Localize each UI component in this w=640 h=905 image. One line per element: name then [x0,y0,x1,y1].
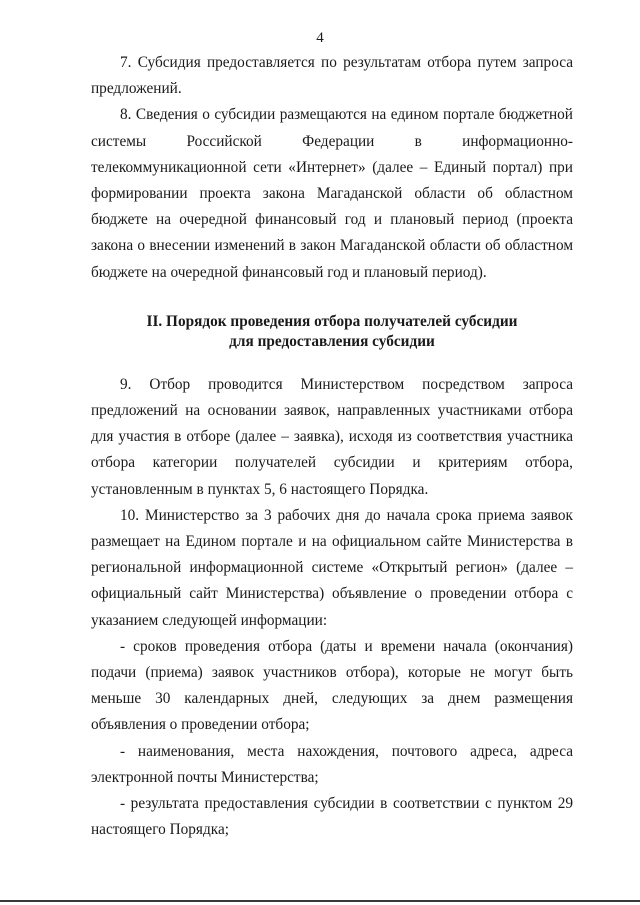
page-bottom-edge [0,900,640,902]
list-item-ministry-contacts: - наименования, места нахождения, почтового адреса, адреса электронной почты Министерства; [91,742,573,786]
list-item-deadlines: - сроков проведения отбора (даты и времени начала (окончания) подачи (приема) заявок участников отбора), которые не могут быть меньше 30 календарных дней, следующих за днем размещения объявления о проведении отбора; [91,637,573,734]
list-item-subsidy-result: - результата предоставления субсидии в соответствии с пунктом 29 настоящего Порядка; [91,795,573,839]
document-body [91,50,573,843]
paragraph-9: 9. Отбор проводится Министерством посредством запроса предложений на основании заявок, направленных участниками отбора для участия в отборе (далее – заявка), исходя из соответствия участника отбора категории получателей субсидии и критериям отбора, установленным в пунктах 5, 6 настоящего Порядка. [91,375,573,498]
paragraph-10: 10. Министерство за 3 рабочих дня до начала срока приема заявок размещает на Едином портале и на официальном сайте Министерства в региональной информационной системе «Открытый регион» (далее – официальный сайт Министерства) объявление о проведении отбора с указанием следующей информации: [91,506,573,629]
page-number: 4 [316,30,324,46]
section-heading [91,312,573,352]
paragraph-7: 7. Субсидия предоставляется по результатам отбора путем запроса предложений. [91,54,573,98]
section-heading-line-2: для предоставления субсидии [229,332,435,350]
section-heading-line-1: II. Порядок проведения отбора получателей субсидии [146,312,518,330]
paragraph-8: 8. Сведения о субсидии размещаются на едином портале бюджетной системы Российской Федерации в информационно-телекоммуникационной сети «Интернет» (далее – Единый портал) при формировании проекта закона Магаданской области об областном бюджете на очередной финансовый год и плановый период (проекта закона о внесении изменений в закон Магаданской области об областном бюджете на очередной финансовый год и плановый период). [91,106,573,281]
